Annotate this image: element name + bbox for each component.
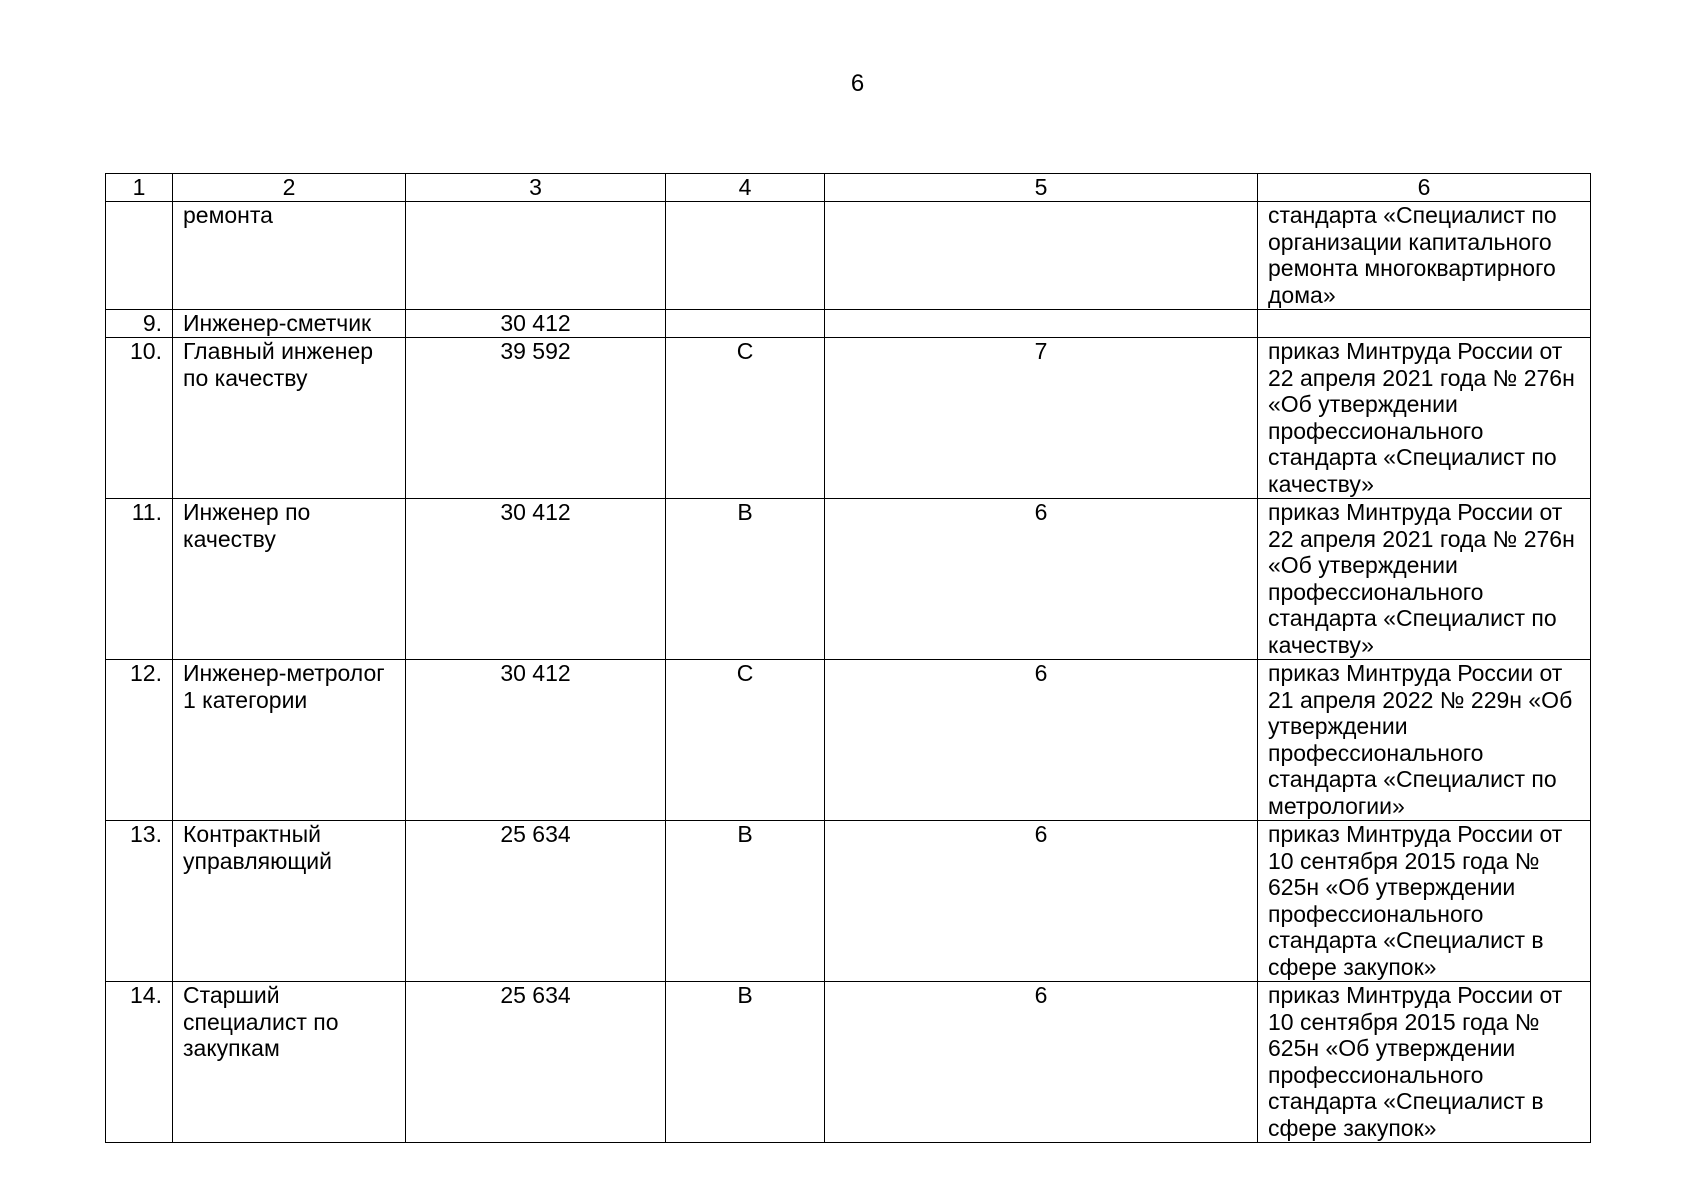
salary: 30 412 [406, 660, 666, 821]
position-name: ремонта [173, 202, 406, 310]
level: С [666, 660, 825, 821]
position-name: Старший специалист по закупкам [173, 982, 406, 1143]
reference: приказ Минтруда России от 22 апреля 2021 года № 276н «Об утверждении профессионального стандарта «Специалист по качеству» [1258, 499, 1591, 660]
table-row [106, 660, 1591, 821]
qualification: 7 [825, 338, 1258, 499]
position-name: Инженер по качеству [173, 499, 406, 660]
position-name: Контрактный управляющий [173, 821, 406, 982]
staff-table [105, 173, 1591, 1143]
qualification: 6 [825, 821, 1258, 982]
row-number: 13. [106, 821, 173, 982]
level: С [666, 338, 825, 499]
reference: приказ Минтруда России от 22 апреля 2021 года № 276н «Об утверждении профессионального стандарта «Специалист по качеству» [1258, 338, 1591, 499]
row-number [106, 202, 173, 310]
row-number: 10. [106, 338, 173, 499]
salary: 30 412 [406, 310, 666, 338]
reference: приказ Минтруда России от 21 апреля 2022 № 229н «Об утверждении профессионального стандарта «Специалист по метрологии» [1258, 660, 1591, 821]
reference: стандарта «Специалист по организации капитального ремонта многоквартирного дома» [1258, 202, 1591, 310]
position-name: Главный инженер по качеству [173, 338, 406, 499]
row-number: 12. [106, 660, 173, 821]
salary: 39 592 [406, 338, 666, 499]
page-number: 6 [850, 70, 865, 97]
table-row [106, 499, 1591, 660]
level: В [666, 821, 825, 982]
header-cell: 6 [1258, 174, 1591, 202]
header-cell: 1 [106, 174, 173, 202]
reference [1258, 310, 1591, 338]
row-number: 14. [106, 982, 173, 1143]
qualification: 6 [825, 499, 1258, 660]
table-row [106, 821, 1591, 982]
level: В [666, 982, 825, 1143]
qualification [825, 310, 1258, 338]
salary: 25 634 [406, 821, 666, 982]
table-row [106, 982, 1591, 1143]
table-row [106, 338, 1591, 499]
salary [406, 202, 666, 310]
level [666, 310, 825, 338]
salary: 25 634 [406, 982, 666, 1143]
header-cell: 2 [173, 174, 406, 202]
reference: приказ Минтруда России от 10 сентября 2015 года № 625н «Об утверждении профессионального стандарта «Специалист в сфере закупок» [1258, 821, 1591, 982]
salary: 30 412 [406, 499, 666, 660]
level [666, 202, 825, 310]
reference: приказ Минтруда России от 10 сентября 2015 года № 625н «Об утверждении профессионального стандарта «Специалист в сфере закупок» [1258, 982, 1591, 1143]
header-cell: 5 [825, 174, 1258, 202]
qualification [825, 202, 1258, 310]
row-number: 11. [106, 499, 173, 660]
qualification: 6 [825, 982, 1258, 1143]
header-cell: 4 [666, 174, 825, 202]
level: В [666, 499, 825, 660]
table-row [106, 310, 1591, 338]
header-cell: 3 [406, 174, 666, 202]
qualification: 6 [825, 660, 1258, 821]
row-number: 9. [106, 310, 173, 338]
table-row [106, 202, 1591, 310]
position-name: Инженер-сметчик [173, 310, 406, 338]
position-name: Инженер-метролог 1 категории [173, 660, 406, 821]
table-header-row [106, 174, 1591, 202]
